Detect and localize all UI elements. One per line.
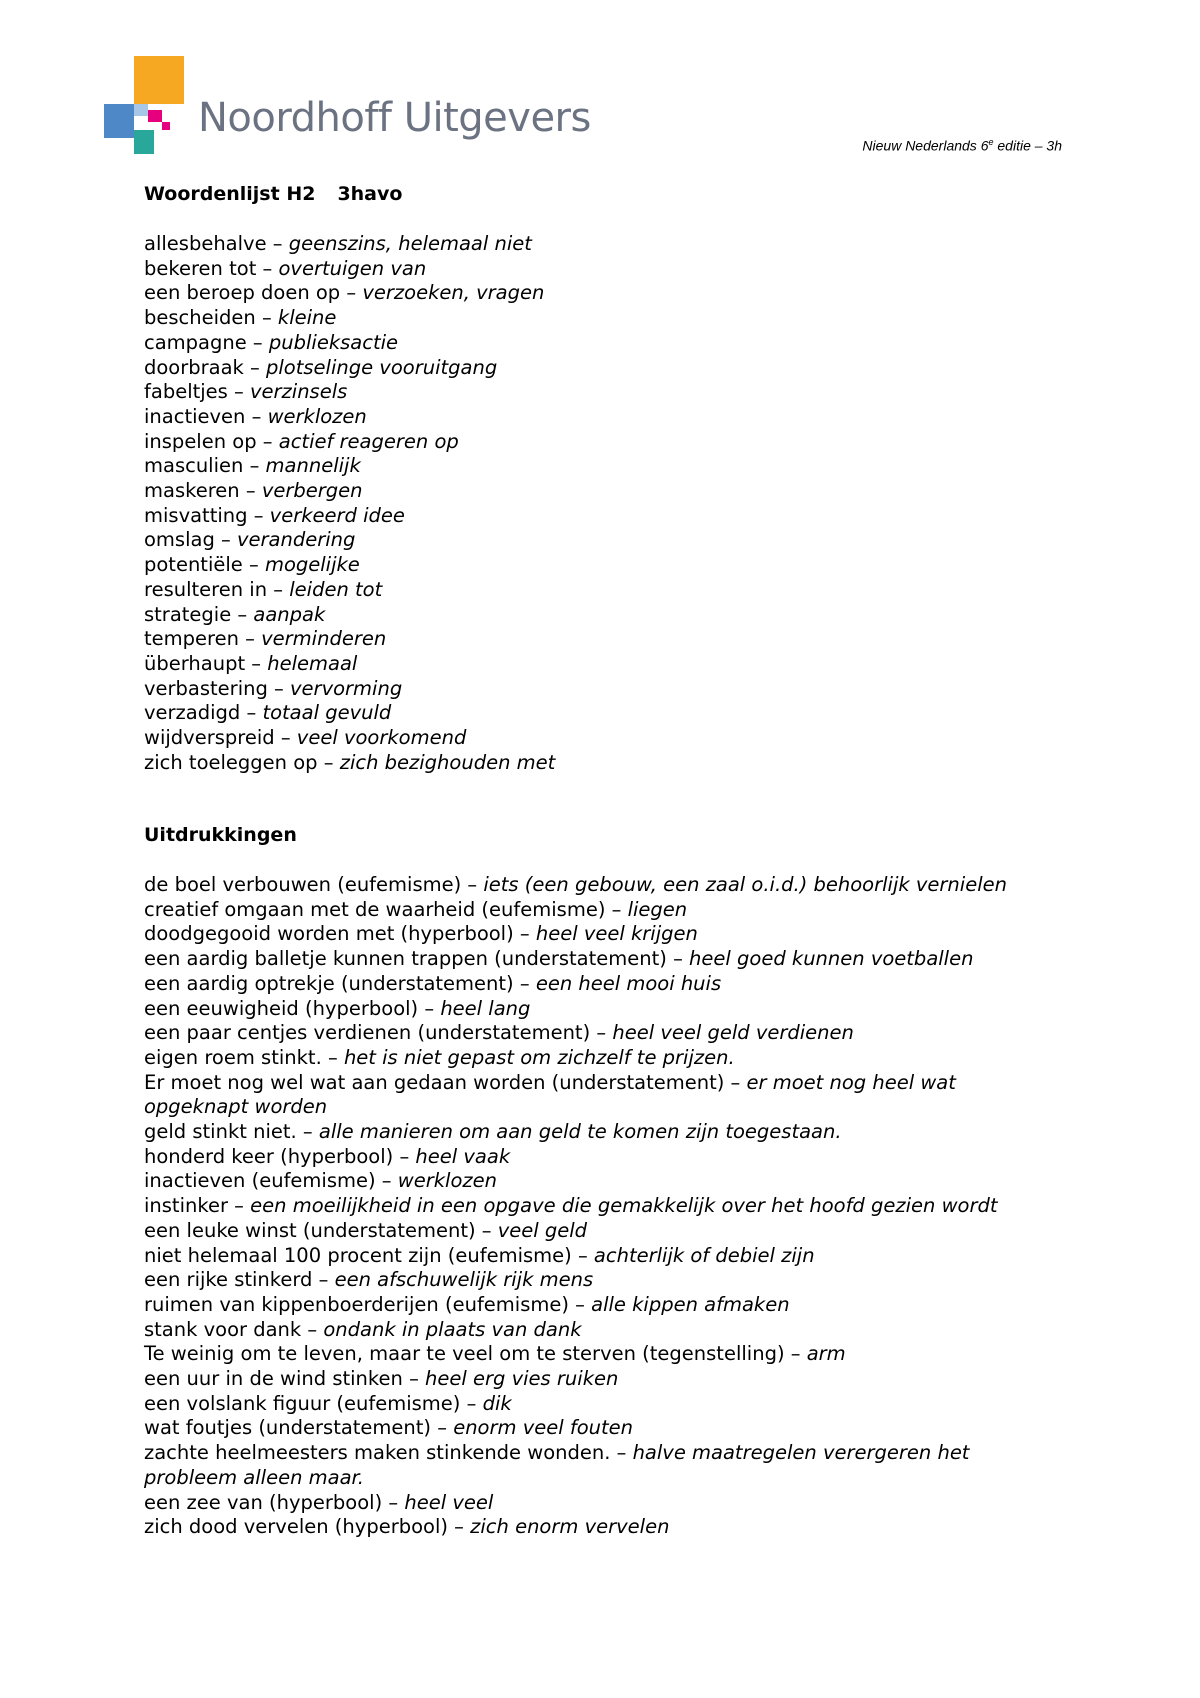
expression-entry xyxy=(144,1293,1064,1318)
entry-definition: het is niet gepast om zichzelf te prijzen. xyxy=(343,1045,735,1069)
entry-separator: – xyxy=(340,281,363,305)
entry-separator: – xyxy=(375,1169,398,1193)
word-entry xyxy=(144,430,1064,455)
entry-definition: veel geld xyxy=(497,1218,588,1242)
entry-term: inactieven xyxy=(144,404,246,428)
entry-definition: enorm veel fouten xyxy=(453,1416,634,1440)
entry-term: inactieven (eufemisme) xyxy=(144,1169,376,1193)
entry-separator: – xyxy=(245,404,268,428)
entry-term: bekeren tot xyxy=(144,256,257,280)
entry-term: honderd keer (hyperbool) xyxy=(144,1144,394,1168)
entry-separator: – xyxy=(239,479,262,503)
word-list xyxy=(144,232,1064,775)
entry-term: geld stinkt niet. xyxy=(144,1120,297,1144)
entry-definition: liegen xyxy=(627,897,688,921)
title-label: Woordenlijst H2 xyxy=(144,183,316,205)
entry-separator: – xyxy=(256,429,279,453)
entry-term: omslag xyxy=(144,528,215,552)
entry-definition: achterlijk of debiel zijn xyxy=(593,1243,815,1267)
word-entry xyxy=(144,281,1064,306)
entry-separator: – xyxy=(267,676,291,700)
entry-term: allesbehalve xyxy=(144,232,267,255)
entry-term: een paar centjes verdienen (understatement) xyxy=(144,1021,591,1045)
entry-definition: arm xyxy=(806,1342,846,1366)
expression-entry xyxy=(144,972,1064,997)
entry-separator: – xyxy=(227,1194,251,1218)
logo-square-blue xyxy=(104,104,134,138)
entry-term: een zee van (hyperbool) xyxy=(144,1490,383,1514)
entry-separator: – xyxy=(267,577,290,601)
word-entry xyxy=(144,677,1064,702)
expression-entry xyxy=(144,1367,1064,1392)
entry-definition: heel goed kunnen voetballen xyxy=(689,947,974,971)
entry-separator: – xyxy=(610,1441,633,1465)
entry-definition: verminderen xyxy=(261,627,387,651)
word-entry xyxy=(144,380,1064,405)
expression-entry xyxy=(144,1342,1064,1367)
entry-separator: – xyxy=(382,1490,405,1514)
entry-separator: – xyxy=(475,1218,498,1242)
word-entry xyxy=(144,751,1064,776)
expression-entry xyxy=(144,1120,1064,1145)
entry-definition: overtuigen van xyxy=(278,256,427,280)
entry-definition: publieksactie xyxy=(268,330,399,354)
entry-separator: – xyxy=(240,701,263,725)
entry-definition: verkeerd idee xyxy=(269,503,405,527)
word-entry xyxy=(144,306,1064,331)
word-entry xyxy=(144,504,1064,529)
entry-separator: – xyxy=(571,1243,594,1267)
expression-entry xyxy=(144,947,1064,972)
expression-entry xyxy=(144,1244,1064,1269)
entry-separator: – xyxy=(447,1515,471,1539)
entry-definition: een heel mooi huis xyxy=(535,971,722,995)
entry-separator: – xyxy=(296,1120,319,1144)
entry-definition: zich enorm vervelen xyxy=(470,1515,670,1539)
expression-entry xyxy=(144,1021,1064,1046)
entry-definition: werklozen xyxy=(397,1169,497,1193)
expression-entry xyxy=(144,1194,1064,1219)
expression-entry xyxy=(144,873,1064,898)
entry-term: strategie xyxy=(144,602,232,626)
entry-separator: – xyxy=(321,1045,344,1069)
entry-separator: – xyxy=(605,897,628,921)
entry-term: een eeuwigheid (hyperbool) xyxy=(144,996,419,1020)
entry-definition: geenszins, helemaal niet xyxy=(288,232,532,255)
entry-term: überhaupt xyxy=(144,651,246,675)
edition-label: Nieuw Nederlands 6e editie – 3h xyxy=(862,137,1062,154)
page-title xyxy=(144,183,402,205)
expression-entry xyxy=(144,898,1064,923)
entry-separator: – xyxy=(317,750,340,774)
entry-definition: heel vaak xyxy=(415,1144,511,1168)
entry-term: instinker xyxy=(144,1194,228,1218)
entry-term: eigen roem stinkt. xyxy=(144,1045,322,1069)
expression-entry xyxy=(144,1318,1064,1343)
entry-separator: – xyxy=(274,726,297,750)
title-level: 3havo xyxy=(337,183,403,205)
entry-term: stank voor dank xyxy=(144,1317,302,1341)
expression-entry xyxy=(144,1169,1064,1194)
entry-separator: – xyxy=(461,873,484,896)
word-entry xyxy=(144,578,1064,603)
word-entry xyxy=(144,331,1064,356)
entry-definition: heel veel xyxy=(404,1490,494,1514)
entry-term: verzadigd xyxy=(144,701,241,725)
entry-term: potentiële xyxy=(144,553,243,577)
expression-entry xyxy=(144,1268,1064,1293)
expression-entry xyxy=(144,1071,1064,1120)
entry-definition: kleine xyxy=(277,306,337,330)
entry-separator: – xyxy=(246,330,269,354)
entry-separator: – xyxy=(590,1021,613,1045)
entry-term: zich dood vervelen (hyperbool) xyxy=(144,1515,448,1539)
entry-definition: veel voorkomend xyxy=(296,726,467,750)
entry-term: de boel verbouwen (eufemisme) xyxy=(144,873,462,896)
word-entry xyxy=(144,726,1064,751)
entry-separator: – xyxy=(568,1292,592,1316)
entry-term: een volslank figuur (eufemisme) xyxy=(144,1391,461,1415)
expression-entry xyxy=(144,922,1064,947)
entry-separator: – xyxy=(247,503,270,527)
entry-separator: – xyxy=(393,1144,416,1168)
expression-entry xyxy=(144,1441,1064,1490)
entry-term: zachte heelmeesters maken stinkende wonden. xyxy=(144,1441,611,1465)
entry-separator: – xyxy=(513,971,536,995)
entry-term: temperen xyxy=(144,627,239,651)
word-entry xyxy=(144,479,1064,504)
entry-separator: – xyxy=(301,1317,324,1341)
expression-entry xyxy=(144,1491,1064,1516)
entry-separator: – xyxy=(256,256,279,280)
logo-square-pink-small xyxy=(162,122,170,130)
expression-entry xyxy=(144,997,1064,1022)
noordhoff-logo xyxy=(104,56,184,156)
entry-term: een aardig balletje kunnen trappen (understatement) xyxy=(144,947,667,971)
logo-square-orange xyxy=(134,56,184,104)
entry-separator: – xyxy=(214,528,237,552)
logo-square-pink xyxy=(148,110,162,122)
expressions-heading: Uitdrukkingen xyxy=(144,824,297,846)
word-entry xyxy=(144,454,1064,479)
entry-term: maskeren xyxy=(144,479,240,503)
word-entry xyxy=(144,356,1064,381)
entry-term: een rijke stinkerd xyxy=(144,1268,313,1292)
entry-term: fabeltjes xyxy=(144,380,228,404)
entry-separator: – xyxy=(724,1070,747,1094)
entry-definition: vervorming xyxy=(290,676,403,700)
entry-term: verbastering xyxy=(144,676,268,700)
expression-entry xyxy=(144,1392,1064,1417)
entry-term: masculien xyxy=(144,454,244,478)
entry-definition: alle kippen afmaken xyxy=(591,1292,790,1316)
entry-definition: werklozen xyxy=(267,404,367,428)
entry-term: een leuke winst (understatement) xyxy=(144,1218,476,1242)
word-entry xyxy=(144,627,1064,652)
brand-name: Noordhoff Uitgevers xyxy=(198,95,591,141)
entry-definition: plotselinge vooruitgang xyxy=(266,355,498,379)
entry-term: campagne xyxy=(144,330,247,354)
entry-term: creatief omgaan met de waarheid (eufemisme) xyxy=(144,897,606,921)
expression-entry xyxy=(144,1416,1064,1441)
expression-entry xyxy=(144,1145,1064,1170)
entry-term: doorbraak xyxy=(144,355,244,379)
entry-term: bescheiden xyxy=(144,306,256,330)
entry-term: een beroep doen op xyxy=(144,281,341,305)
entry-definition: leiden tot xyxy=(289,577,383,601)
entry-term: een aardig optrekje (understatement) xyxy=(144,971,514,995)
entry-definition: mannelijk xyxy=(265,454,361,478)
entry-definition: heel veel geld verdienen xyxy=(612,1021,854,1045)
entry-definition: totaal gevuld xyxy=(262,701,392,725)
entry-definition: heel veel krijgen xyxy=(535,922,698,946)
word-entry xyxy=(144,405,1064,430)
entry-term: wijdverspreid xyxy=(144,726,275,750)
entry-term: inspelen op xyxy=(144,429,257,453)
entry-term: Te weinig om te leven, maar te veel om te sterven (tegenstelling) xyxy=(144,1342,785,1366)
entry-definition: een afschuwelijk rijk mens xyxy=(334,1268,594,1292)
entry-definition: verzinsels xyxy=(249,380,348,404)
entry-separator: – xyxy=(231,602,254,626)
entry-separator: – xyxy=(460,1391,483,1415)
entry-term: Er moet nog wel wat aan gedaan worden (understatement) xyxy=(144,1070,725,1094)
entry-term: een uur in de wind stinken xyxy=(144,1367,403,1391)
word-entry xyxy=(144,701,1064,726)
entry-definition: actief reageren op xyxy=(278,429,459,453)
entry-definition: helemaal xyxy=(267,651,358,675)
expression-entry xyxy=(144,1046,1064,1071)
entry-separator: – xyxy=(243,454,266,478)
entry-definition: verandering xyxy=(237,528,356,552)
entry-definition: verzoeken, vragen xyxy=(362,281,545,305)
entry-term: doodgegooid worden met (hyperbool) xyxy=(144,922,514,946)
entry-term: wat foutjes (understatement) xyxy=(144,1416,432,1440)
entry-separator: – xyxy=(402,1367,426,1391)
entry-definition: mogelijke xyxy=(264,553,360,577)
entry-definition: alle manieren om aan geld te komen zijn toegestaan. xyxy=(318,1120,842,1144)
entry-definition: iets (een gebouw, een zaal o.i.d.) behoorlijk vernielen xyxy=(483,873,1007,896)
entry-term: ruimen van kippenboerderijen (eufemisme) xyxy=(144,1292,569,1316)
word-entry xyxy=(144,528,1064,553)
entry-definition: heel lang xyxy=(440,996,531,1020)
entry-definition: dik xyxy=(482,1391,512,1415)
entry-definition: ondank in plaats van dank xyxy=(323,1317,582,1341)
entry-term: zich toeleggen op xyxy=(144,750,318,774)
entry-separator: – xyxy=(227,380,250,404)
entry-term: resulteren in xyxy=(144,577,268,601)
entry-separator: – xyxy=(784,1342,807,1366)
word-entry xyxy=(144,232,1064,257)
entry-separator: – xyxy=(431,1416,454,1440)
word-entry xyxy=(144,553,1064,578)
entry-separator: – xyxy=(242,553,265,577)
entry-separator: – xyxy=(255,306,278,330)
entry-separator: – xyxy=(245,651,268,675)
entry-separator: – xyxy=(666,947,690,971)
entry-separator: – xyxy=(513,922,536,946)
entry-definition: aanpak xyxy=(253,602,326,626)
entry-definition: zich bezighouden met xyxy=(339,750,556,774)
word-entry xyxy=(144,652,1064,677)
entry-separator: – xyxy=(243,355,266,379)
entry-term: niet helemaal 100 procent zijn (eufemisme) xyxy=(144,1243,572,1267)
expression-entry xyxy=(144,1515,1064,1540)
logo-square-lightblue xyxy=(134,104,148,116)
entry-definition: er moet nog heel wat opgeknapt worden xyxy=(144,1070,956,1119)
expression-entry xyxy=(144,1219,1064,1244)
entry-term: misvatting xyxy=(144,503,248,527)
word-entry xyxy=(144,257,1064,282)
entry-separator: – xyxy=(418,996,441,1020)
entry-definition: een moeilijkheid in een opgave die gemakkelijk over het hoofd gezien wordt xyxy=(250,1194,998,1218)
expression-list xyxy=(144,873,1064,1540)
logo-square-teal xyxy=(134,130,154,154)
entry-definition: verbergen xyxy=(261,479,363,503)
entry-separator: – xyxy=(312,1268,335,1292)
word-entry xyxy=(144,603,1064,628)
entry-separator: – xyxy=(238,627,262,651)
entry-definition: halve maatregelen verergeren het probleem alleen maar. xyxy=(144,1441,970,1489)
entry-definition: heel erg vies ruiken xyxy=(425,1367,619,1391)
entry-separator: – xyxy=(266,232,289,255)
